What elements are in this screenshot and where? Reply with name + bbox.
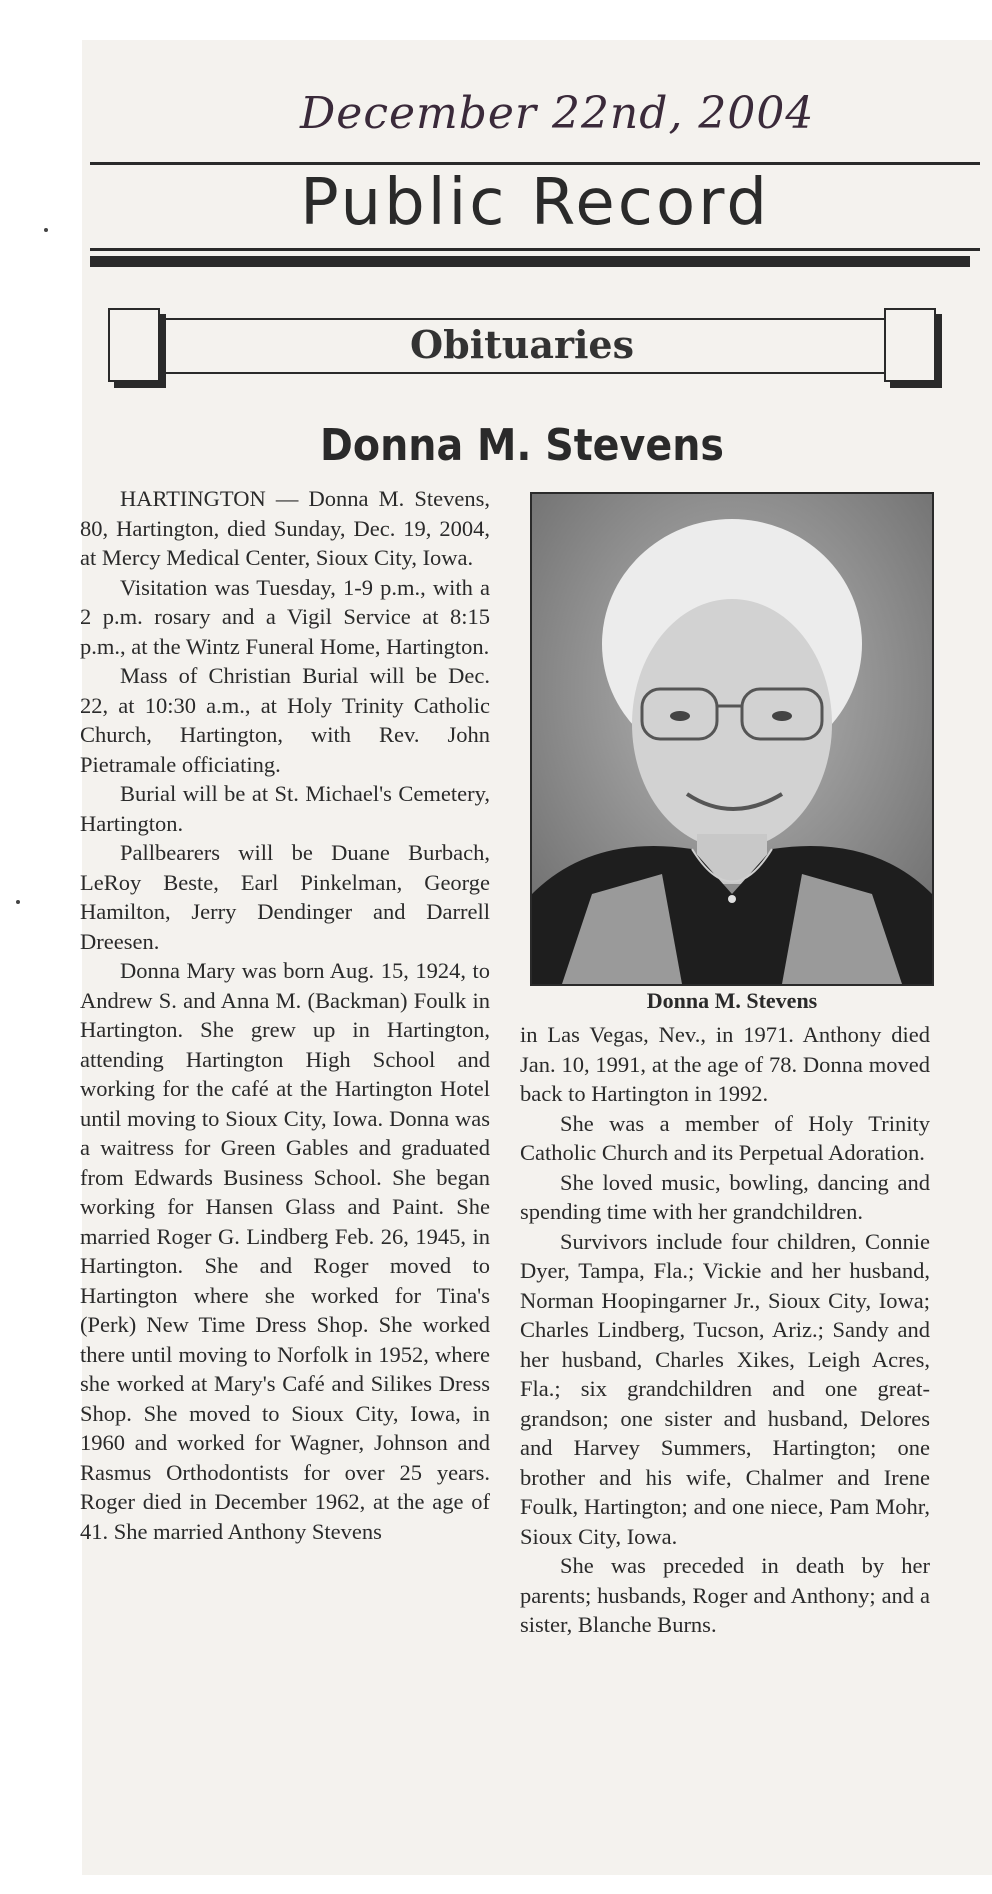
- paragraph: HARTINGTON — Donna M. Stevens, 80, Hartington, died Sunday, Dec. 19, 2004, at Mercy Medical Center, Sioux City, Iowa.: [80, 486, 490, 570]
- top-rule: [90, 162, 980, 165]
- paragraph: Survivors include four children, Connie Dyer, Tampa, Fla.; Vickie and her husband, Norman Hoopingarner Jr., Sioux City, Iowa; Charles Lindberg, Tucson, Ariz.; Sandy and her husband, Charles Xikes, Leigh Acres, Fla.; six grandchildren and one great-grandson; one sister and husband, Delores and Harvey Summers, Hartington; one brother and his wife, Chalmer and Irene Foulk, Hartington; and one niece, Pam Mohr, Sioux City, Iowa.: [520, 1228, 930, 1549]
- portrait-illustration: [532, 494, 932, 984]
- speck: [44, 228, 48, 232]
- paragraph: in Las Vegas, Nev., in 1971. Anthony died Jan. 10, 1991, at the age of 78. Donna moved back to Hartington in 1992.: [520, 1022, 930, 1106]
- right-column: [520, 1020, 930, 1640]
- thick-rule: [90, 256, 970, 267]
- speck: [16, 900, 20, 904]
- obituary-headline: Donna M. Stevens: [320, 420, 724, 471]
- portrait-photo: [530, 492, 934, 986]
- paragraph: Visitation was Tuesday, 1-9 p.m., with a 2 p.m. rosary and a Vigil Service at 8:15 p.m., at the Wintz Funeral Home, Hartington.: [80, 574, 490, 659]
- section-title: Public Record: [300, 166, 770, 240]
- handwritten-date: December 22nd, 2004: [300, 88, 815, 139]
- title-rule: [90, 248, 980, 251]
- paragraph: Donna Mary was born Aug. 15, 1924, to Andrew S. and Anna M. (Backman) Foulk in Hartington. She grew up in Hartington, attending Hartington High School and working for the café at the Hartington Hotel until moving to Sioux City, Iowa. Donna was a waitress for Green Gables and graduated from Edwards Business School. She began working for Hansen Glass and Paint. She married Roger G. Lindberg Feb. 26, 1945, in Hartington. She and Roger moved to Hartington where she worked for Tina's (Perk) New Time Dress Shop. She worked there until moving to Norfolk in 1952, where she worked at Mary's Café and Silikes Dress Shop. She moved to Sioux City, Iowa, in 1960 and worked for Wagner, Johnson and Rasmus Orthodontists for over 25 years. Roger died in December 1962, at the age of 41. She married Anthony Stevens: [80, 958, 490, 1544]
- paragraph: She loved music, bowling, dancing and spending time with her grandchildren.: [520, 1169, 930, 1224]
- paragraph: She was preceded in death by her parents; husbands, Roger and Anthony; and a sister, Blanche Burns.: [520, 1553, 930, 1637]
- paragraph: Burial will be at St. Michael's Cemetery, Hartington.: [80, 781, 490, 836]
- obituaries-banner: [108, 308, 936, 386]
- left-column: [80, 484, 490, 1546]
- paragraph: She was a member of Holy Trinity Catholic Church and its Perpetual Adoration.: [520, 1110, 930, 1165]
- banner-label: Obituaries: [410, 322, 634, 367]
- paragraph: Mass of Christian Burial will be Dec. 22, at 10:30 a.m., at Holy Trinity Catholic Church, Hartington, with Rev. John Pietramale officiating.: [80, 663, 490, 777]
- photo-caption: Donna M. Stevens: [646, 988, 818, 1013]
- paragraph: Pallbearers will be Duane Burbach, LeRoy Beste, Earl Pinkelman, George Hamilton, Jerry Dendinger and Darrell Dreesen.: [80, 840, 490, 954]
